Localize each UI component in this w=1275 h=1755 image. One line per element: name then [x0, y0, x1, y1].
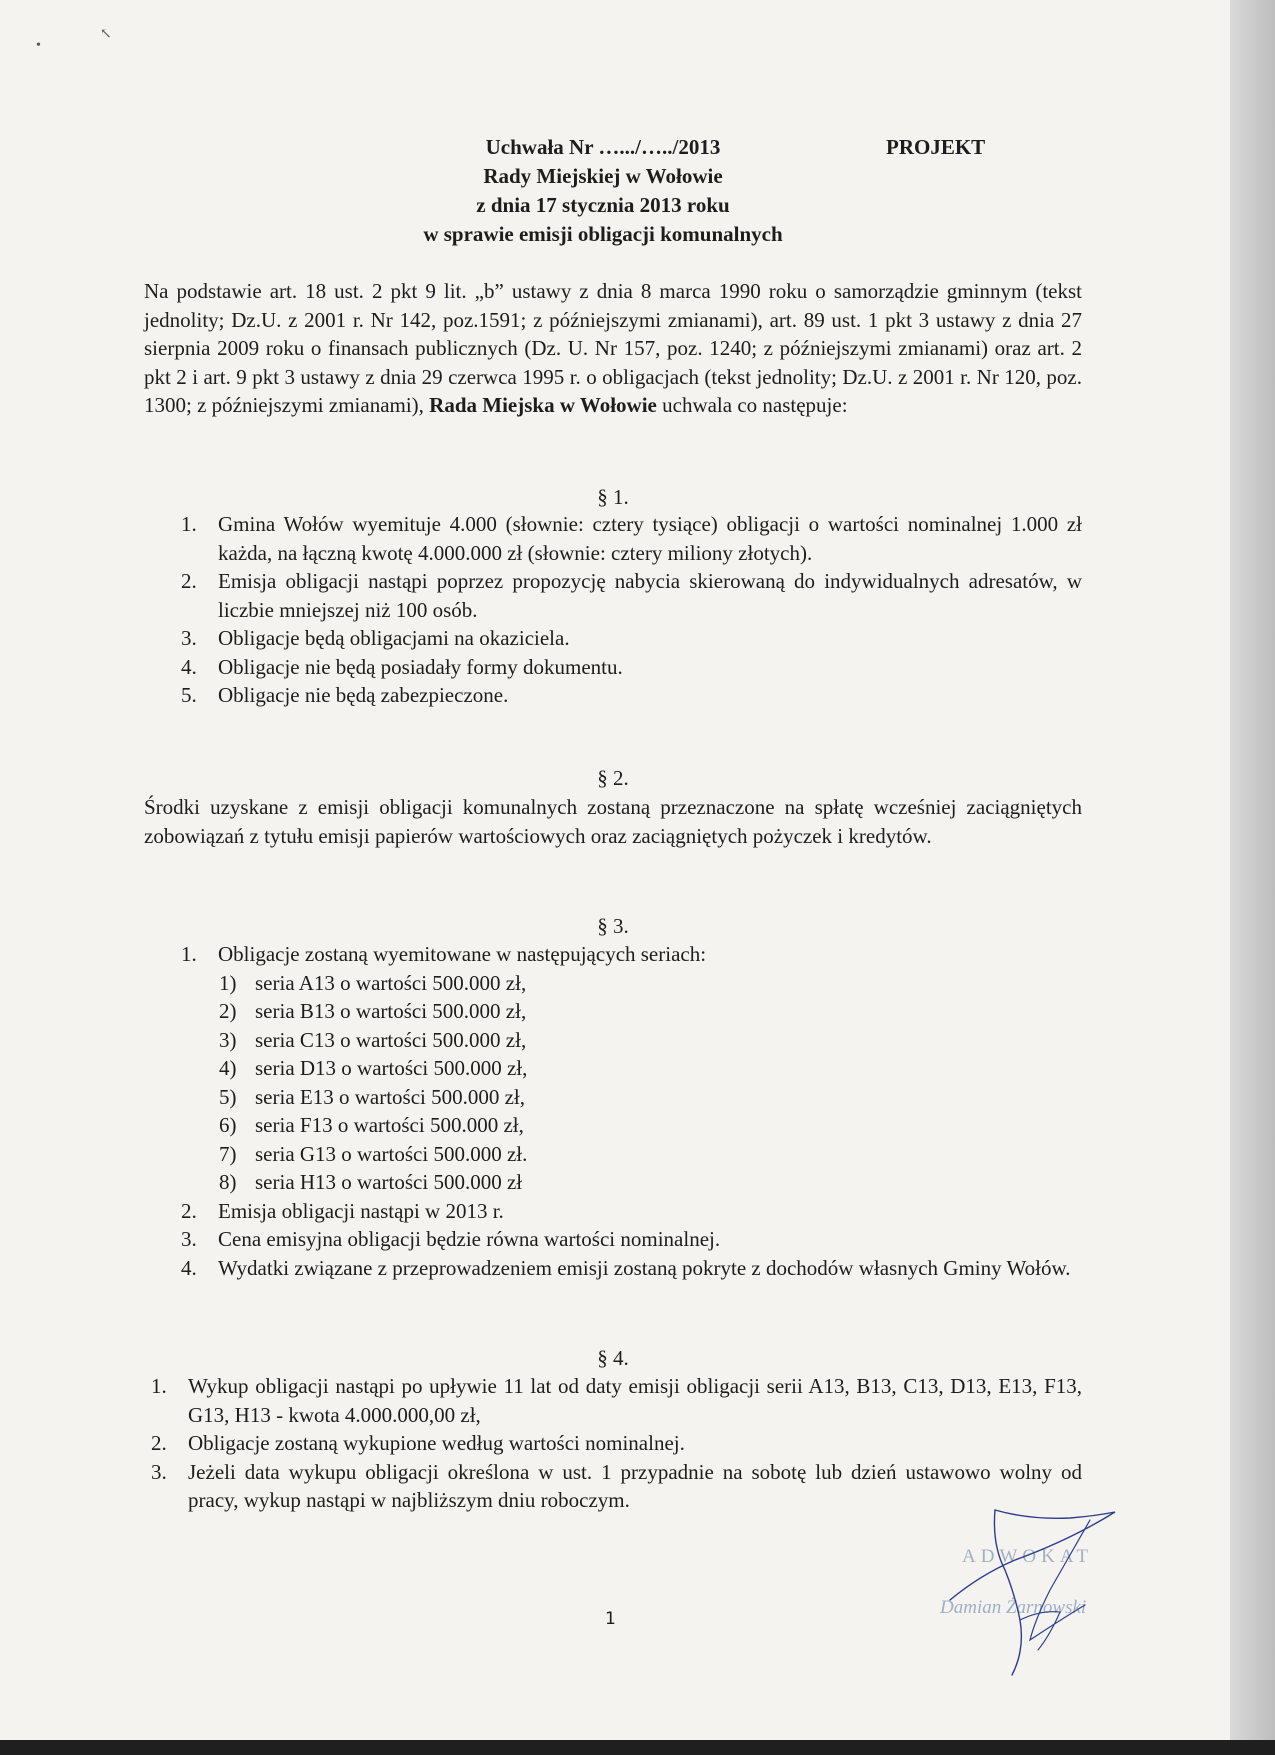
series-item: 1) seria A13 o wartości 500.000 zł, [219, 970, 527, 995]
series-item: 4) seria D13 o wartości 500.000 zł, [219, 1056, 528, 1080]
section-3-mark: § 3. [597, 914, 629, 938]
list-item: 1. Obligacje zostaną wyemitowane w następujących seriach: 1) seria A13 o wartości 500.000 zł, 2) seria B13 o wartości 500.000 zł, 3) seria C13 o wartości 500.000 zł, 4) seria D13 o wartości 500.000 zł, 5) seria E13 o wartości 500.000 zł, 6) seria F13 o wartości 500.000 zł, 7) seria G13 o wartości 500.000 zł. 8) seria H13 o wartości 500.000 zł [218, 940, 1082, 1197]
series-item: 8) seria H13 o wartości 500.000 zł [219, 1170, 523, 1194]
scanner-edge-bottom [0, 1740, 1275, 1755]
council-name: Rady Miejskiej w Wołowie [483, 164, 723, 188]
scanner-edge-right [1230, 0, 1275, 1755]
scan-speck: ↖ [100, 27, 112, 42]
section-4-list [151, 1372, 1082, 1515]
resolution-header [0, 133, 1230, 249]
list-item: 3. Jeżeli data wykupu obligacji określona w ust. 1 przypadnie na sobotę lub dzień ustawowo wolny od pracy, wykup nastąpi w najbliższym dniu roboczym. [151, 1459, 1082, 1512]
section-1-mark: § 1. [597, 485, 629, 509]
series-item: 2) seria B13 o wartości 500.000 zł, [219, 999, 527, 1023]
section-4-mark: § 4. [597, 1346, 629, 1370]
list-item: 4. Obligacje nie będą posiadały formy dokumentu. [181, 654, 623, 679]
advocate-stamp-name: Damian Żarnowski [940, 1597, 1087, 1618]
page-number: 1 [605, 1609, 616, 1629]
preamble [144, 277, 1082, 420]
preamble-council: Rada Miejska w Wołowie [429, 393, 657, 417]
section-2-mark: § 2. [597, 766, 629, 790]
list-item: 3. Obligacje będą obligacjami na okaziciela. [181, 626, 570, 650]
advocate-stamp-title: ADWOKAT [962, 1546, 1094, 1567]
handwritten-signature [920, 1500, 1150, 1690]
preamble-tail: uchwala co następuje: [662, 393, 848, 417]
list-item: 4. Wydatki związane z przeprowadzeniem emisji zostaną pokryte z dochodów własnych Gminy Wołów. [181, 1255, 1071, 1280]
scan-speck: • [36, 38, 41, 53]
section-3-list [181, 940, 1082, 1282]
list-item: 3. Cena emisyjna obligacji będzie równa wartości nominalnej. [181, 1227, 721, 1251]
list-item: 5. Obligacje nie będą zabezpieczone. [181, 683, 509, 707]
section-1-list [181, 510, 1082, 710]
series-list [219, 969, 1082, 1197]
draft-label: PROJEKT [886, 135, 986, 159]
series-item: 6) seria F13 o wartości 500.000 zł, [219, 1113, 524, 1137]
resolution-subject: w sprawie emisji obligacji komunalnych [423, 222, 783, 246]
list-item: 1. Wykup obligacji nastąpi po upływie 11 lat od daty emisji obligacji serii A13, B13, C13, D13, E13, F13, G13, H13 - kwota 4.000.000,00 zł, [151, 1374, 1082, 1427]
section-2-text: Środki uzyskane z emisji obligacji komunalnych zostaną przeznaczone na spłatę wcześniej zaciągniętych zobowiązań z tytułu emisji papierów wartościowych oraz zaciągniętych pożyczek i kredytów. [144, 795, 1082, 848]
list-item: 2. Emisja obligacji nastąpi poprzez propozycję nabycia skierowaną do indywidualnych adresatów, w liczbie mniejszej niż 100 osób. [181, 569, 1082, 622]
list-item: 2. Emisja obligacji nastąpi w 2013 r. [181, 1198, 504, 1223]
series-item: 3) seria C13 o wartości 500.000 zł, [219, 1027, 527, 1052]
list-item: 1. Gmina Wołów wyemituje 4.000 (słownie: cztery tysiące) obligacji o wartości nominalnej 1.000 zł każda, na łączną kwotę 4.000.000 zł (słownie: cztery miliony złotych). [181, 512, 1082, 565]
list-item: 2. Obligacje zostaną wykupione według wartości nominalnej. [151, 1431, 685, 1455]
resolution-number: Uchwała Nr ….../…../2013 [485, 135, 721, 159]
resolution-date: z dnia 17 stycznia 2013 roku [476, 193, 730, 217]
series-item: 5) seria E13 o wartości 500.000 zł, [219, 1084, 526, 1109]
preamble-text: Na podstawie art. 18 ust. 2 pkt 9 lit. „b” ustawy z dnia 8 marca 1990 roku o samorządzie gminnym (tekst jednolity; Dz.U. z 2001 r. Nr 142, poz.1591; z późniejszymi zmianami), art. 89 ust. 1 pkt 3 ustawy z dnia 27 sierpnia 2009 roku o finansach publicznych (Dz. U. Nr 157, poz. 1240; z późniejszymi zmianami) oraz art. 2 pkt 2 i art. 9 pkt 3 ustawy z dnia 29 czerwca 1995 r. o obligacjach (tekst jednolity; Dz.U. z 2001 r. Nr 120, poz. 1300; z późniejszymi zmianami), [144, 279, 1082, 417]
series-item: 7) seria G13 o wartości 500.000 zł. [219, 1141, 528, 1166]
